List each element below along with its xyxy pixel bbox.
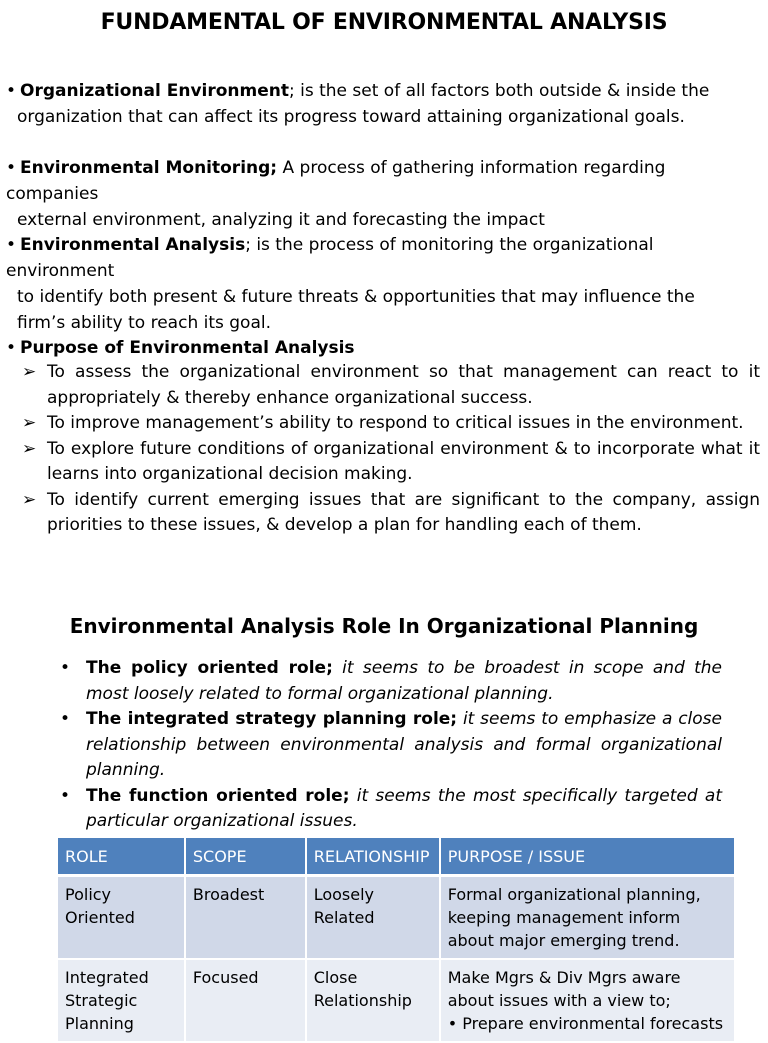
role-description: it seems to be broadest in scope and the most loosely related to formal organizational planning. bbox=[86, 658, 722, 704]
arrow-bullet-icon: ➢ bbox=[22, 413, 37, 433]
roles-list bbox=[58, 656, 722, 835]
role-item bbox=[58, 784, 722, 835]
purpose-item-text: To explore future conditions of organizational environment & to incorporate what it learns into organizational decision making. bbox=[47, 438, 760, 484]
cell-scope: Focused bbox=[185, 959, 306, 1042]
purpose-list bbox=[22, 360, 760, 539]
cell-purpose-line: Make Mgrs & Div Mgrs aware about issues with a view to; bbox=[447, 968, 681, 1010]
role-item bbox=[58, 656, 722, 707]
purpose-item-text: To assess the organizational environment so that management can react to it appropriately & thereby enhance organizational success. bbox=[47, 362, 760, 408]
definition-text: ; is the process of monitoring the organizational environment bbox=[6, 235, 654, 281]
arrow-bullet-icon: ➢ bbox=[22, 489, 37, 510]
role-name: The integrated strategy planning role; bbox=[86, 709, 458, 729]
purpose-item-text: To improve management’s ability to respond to critical issues in the environment. bbox=[47, 413, 744, 433]
bullet-icon: • bbox=[60, 658, 71, 678]
role-description: it seems the most specifically targeted at particular organizational issues. bbox=[86, 785, 722, 831]
role-item bbox=[58, 707, 722, 784]
definition-environmental-analysis bbox=[6, 232, 760, 336]
cell-role: Policy Oriented bbox=[58, 876, 185, 960]
cell-purpose-line: • Prepare environmental forecasts bbox=[447, 1014, 724, 1033]
definition-term: Organizational Environment bbox=[20, 81, 289, 101]
cell-scope: Broadest bbox=[185, 876, 306, 960]
table-header-row bbox=[58, 838, 735, 876]
bullet-icon: • bbox=[60, 709, 71, 729]
cell-role: Integrated Strategic Planning bbox=[58, 959, 185, 1042]
bullet-icon: • bbox=[6, 81, 17, 101]
column-header-scope: SCOPE bbox=[185, 838, 306, 876]
cell-purpose-line: Formal organizational planning, keeping management inform about major emerging trend. bbox=[447, 885, 701, 950]
cell-purpose bbox=[440, 876, 735, 960]
purpose-item bbox=[22, 488, 760, 539]
bullet-icon: • bbox=[60, 785, 71, 806]
column-header-role: ROLE bbox=[58, 838, 185, 876]
purpose-heading-text: Purpose of Environmental Analysis bbox=[20, 338, 355, 358]
section-title: Environmental Analysis Role In Organizational Planning bbox=[69, 614, 699, 638]
definition-term: Environmental Analysis bbox=[20, 235, 246, 255]
bullet-icon: • bbox=[6, 158, 17, 178]
cell-purpose bbox=[440, 959, 735, 1042]
definition-text: A process of gathering information regarding companies bbox=[6, 158, 666, 204]
role-name: The function oriented role; bbox=[86, 785, 350, 806]
purpose-item bbox=[22, 437, 760, 488]
purpose-heading bbox=[6, 335, 760, 361]
bullet-icon: • bbox=[6, 235, 17, 255]
role-name: The policy oriented role; bbox=[86, 658, 333, 678]
cell-relationship: Close Relationship bbox=[306, 959, 440, 1042]
role-description: it seems to emphasize a close relationship between environmental analysis and formal organizational planning. bbox=[86, 709, 722, 780]
definition-term: Environmental Monitoring; bbox=[20, 158, 278, 178]
arrow-bullet-icon: ➢ bbox=[22, 362, 37, 382]
table-row bbox=[58, 876, 735, 960]
column-header-relationship: RELATIONSHIP bbox=[306, 838, 440, 876]
definition-continuation: to identify both present & future threats & opportunities that may influence the bbox=[17, 287, 695, 307]
column-header-purpose: PURPOSE / ISSUE bbox=[440, 838, 735, 876]
purpose-item-text: To identify current emerging issues that are significant to the company, assign priorities to these issues, & develop a plan for handling each of them. bbox=[47, 489, 760, 535]
arrow-bullet-icon: ➢ bbox=[22, 438, 37, 459]
definition-continuation: organization that can affect its progress toward attaining organizational goals. bbox=[17, 107, 685, 127]
cell-relationship: Loosely Related bbox=[306, 876, 440, 960]
page-title: FUNDAMENTAL OF ENVIRONMENTAL ANALYSIS bbox=[100, 10, 668, 35]
bullet-icon: • bbox=[6, 338, 17, 358]
definition-continuation-2: firm’s ability to reach its goal. bbox=[17, 313, 272, 333]
definition-text: ; is the set of all factors both outside & inside the bbox=[289, 81, 710, 101]
table-row bbox=[58, 959, 735, 1042]
definition-environmental-monitoring bbox=[6, 155, 760, 233]
definition-continuation: external environment, analyzing it and forecasting the impact bbox=[17, 210, 545, 230]
definition-organizational-environment bbox=[6, 78, 760, 130]
purpose-item bbox=[22, 411, 760, 437]
role-table bbox=[58, 838, 736, 1043]
purpose-item bbox=[22, 360, 760, 411]
